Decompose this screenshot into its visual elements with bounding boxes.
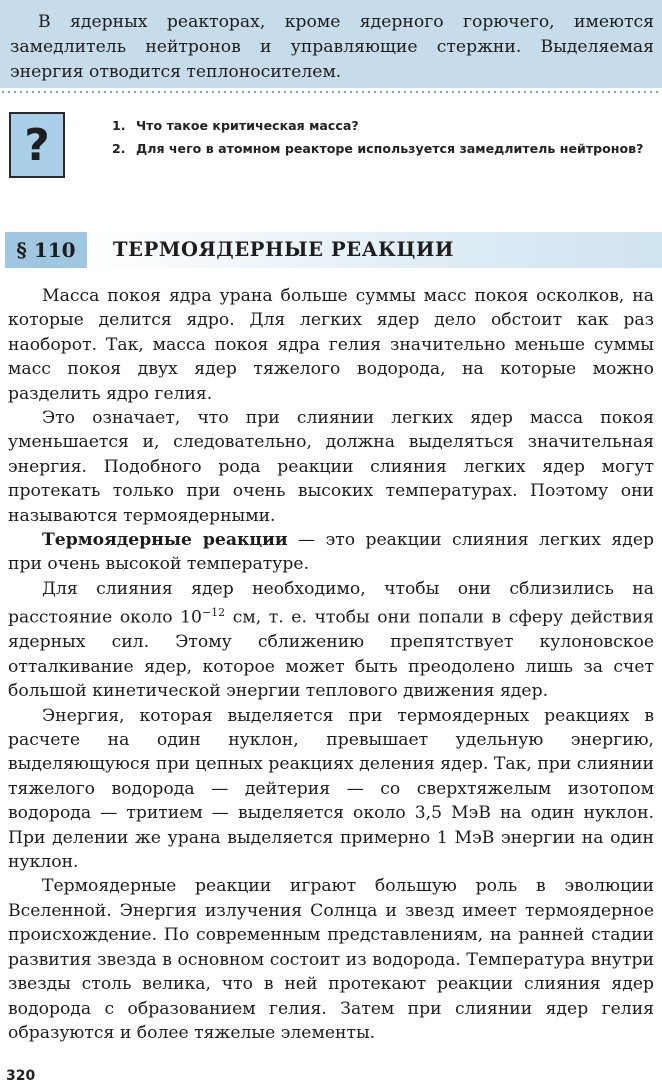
definition-text: — это реакции слияния легких ядер при очень высокой температуре. — [8, 530, 654, 575]
page-number: 320 — [6, 1068, 36, 1084]
section-body — [8, 284, 654, 1045]
section-number: § 110 — [5, 232, 87, 268]
review-questions — [112, 114, 652, 160]
section-title: ТЕРМОЯДЕРНЫЕ РЕАКЦИИ — [113, 238, 455, 261]
paragraph-2: Это означает, что при слиянии легких ядер масса покоя уменьшается и, следовательно, должна выделяться значительная энергия. Подобного рода реакции слияния легких ядер могут протекать только при очень высоких температурах. Поэтому они называются термоядерными. — [8, 408, 654, 526]
paragraph-5: Энергия, которая выделяется при термоядерных реакциях в расчете на один нуклон, превышает удельную энергию, выделяющуюся при цепных реакциях деления ядер. Так, при слиянии тяжелого водорода — дейтерия — со сверхтяжелым изотопом водорода — тритием — выделяется около 3,5 МэВ на один нуклон. При делении же урана выделяется примерно 1 МэВ энергии на один нуклон. — [8, 705, 654, 873]
paragraph-4-end: см, т. е. чтобы они попали в сферу действия ядерных сил. Этому сближению препятствует кулоновское отталкивание ядер, которое может быть преодолено лишь за счет большой кинетической энергии теплового движения ядер. — [8, 608, 654, 702]
question-item-1 — [112, 114, 652, 137]
question-mark-icon — [9, 112, 65, 178]
paragraph-4-start: Для слияния ядер необходимо, чтобы они сблизились на расстояние около 10 — [8, 578, 654, 629]
paragraph-3 — [8, 528, 654, 577]
question-text: Для чего в атомном реакторе используется замедлитель нейтронов? — [136, 141, 644, 156]
question-mark-symbol: ? — [24, 119, 50, 171]
summary-text: В ядерных реакторах, кроме ядерного горючего, имеются замедлитель нейтронов и управляющие стержни. Выделяемая энергия отводится теплоносителем. — [10, 12, 654, 82]
section-header — [0, 232, 662, 268]
definition-term: Термоядерные реакции — [42, 530, 288, 551]
question-number: 2. — [112, 141, 126, 156]
summary-box — [0, 0, 662, 88]
question-text: Что такое критическая масса? — [136, 118, 359, 133]
question-number: 1. — [112, 118, 126, 133]
distance-exponent: −12 — [201, 606, 226, 620]
paragraph-1: Масса покоя ядра урана больше суммы масс покоя осколков, на которые делится ядро. Для легких ядер дело обстоит как раз наоборот. Так, масса покоя ядра гелия значительно меньше суммы масс покоя двух ядер тяжелого водорода, на которые можно разделить ядро гелия. — [8, 286, 654, 404]
question-item-2 — [112, 137, 652, 160]
paragraph-6: Термоядерные реакции играют большую роль в эволюции Вселенной. Энергия излучения Солнца и звезд имеет термоядерное происхождение. По современным представлениям, на ранней стадии развития звезда в основном состоит из водорода. Температура внутри звезды столь велика, что в ней протекают реакции слияния ядер водорода с образованием гелия. Затем при слиянии ядер гелия образуются и более тяжелые элементы. — [8, 876, 654, 1043]
dotted-divider — [0, 90, 662, 94]
paragraph-4 — [8, 577, 654, 704]
